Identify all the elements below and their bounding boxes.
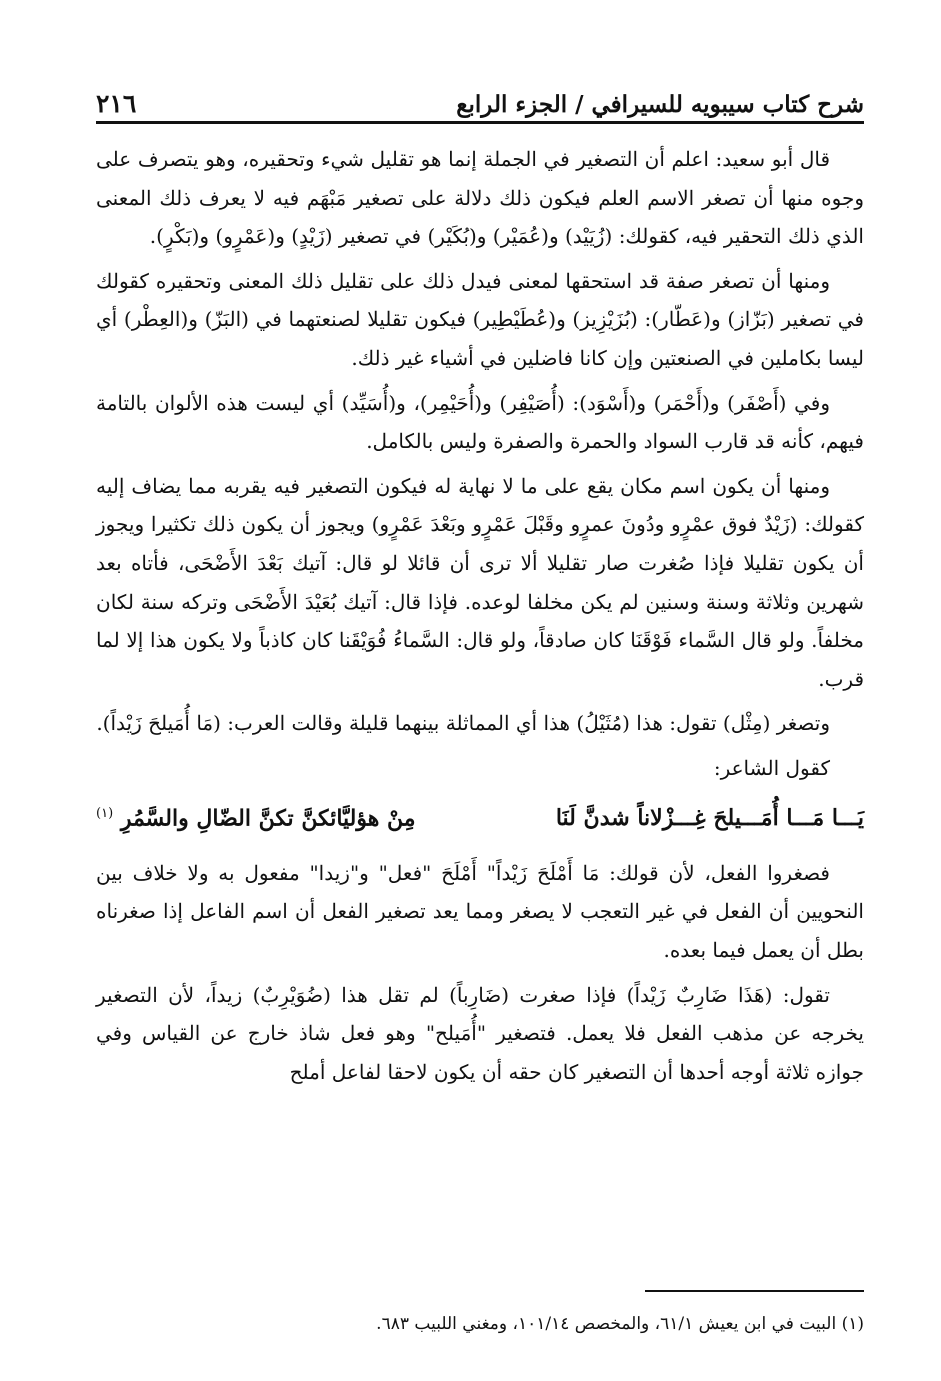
main-text xyxy=(96,140,864,1097)
poet-intro: كقول الشاعر: xyxy=(713,755,830,780)
page-header xyxy=(96,78,864,118)
verse-second-half: مِنْ هؤليَّائكنَّ تكنَّ الضّالِ والسَّمُرِ xyxy=(120,804,416,831)
paragraph: وتصغر (مِثْل) تقول: هذا (مُثَيْلُ) هذا أي المماثلة بينهما قليلة وقالت العرب: (مَا أُمَيلحَ زَيْداً). xyxy=(96,711,830,736)
footnote-marker: (١) xyxy=(96,805,114,821)
paragraph: ومنها أن تصغر صفة قد استحقها لمعنى فيدل ذلك على تقليل ذلك المعنى وتحقيره كقولك في تصغير (بَزّاز) و(عَطّار): (بُزَيْزِيز) و(عُطَيْطِير) فيكون تقليلا لصنعتهما في (البَزّ) و(العِطْر) أي ليسا بكاملين في الصنعتين وإن كانا فاضلين في أشياء غير ذلك. xyxy=(96,268,864,370)
header-rule xyxy=(96,121,864,124)
footnote: (١) البيت في ابن يعيش ٦١/١، والمخصص ١٠١/١٤، ومغني اللبيب ٦٨٣. xyxy=(376,1314,864,1334)
page-number: ٢١٦ xyxy=(96,89,137,118)
poetry-verse xyxy=(96,792,864,840)
paragraph: ومنها أن يكون اسم مكان يقع على ما لا نهاية له فيكون التصغير فيه يقربه مما يضاف إليه كقولك: (زَيْدٌ فوق عمْرٍو ودُونَ عمرٍو وقَبْلَ عَمْرٍو وبَعْدَ عَمْرٍو) ويجوز أن يكون ذلك تكثيرا ويجوز أن يكون تقليلا فإذا صُغرت صار تقليلا ألا ترى أن قائلا لو قال: آتيك بَعْدَ الأَضْحَى، فأتاه بعد شهرين وثلاثة وسنة وسنين لم يكن مخلفا لوعده. فإذا قال: آتيك بُعَيْدَ الأَضْحَى وتركه سنة لكان مخلفاً. ولو قال السَّماء فَوْقَنَا كان صادقاً، ولو قال: السَّماءُ فُوَيْقَنا كان كاذباً ولا يكون هذا إلا لما قرب. xyxy=(96,473,864,691)
paragraph: فصغروا الفعل، لأن قولك: مَا أَمْلَحَ زَيْداً" أَمْلَحَ "فعل" و"زيدا" مفعول به ولا خلاف بين النحويين أن الفعل في غير التعجب لا يصغر ومما يعد تصغير الفعل أن اسم الفاعل إذا صغرناه بطل أن يعمل فيما بعده. xyxy=(96,860,864,963)
verse-second-half-wrap xyxy=(96,792,416,840)
verse-first-half: يَـــا مَـــا أُمَـــيلحَ غِـــزْلاناً شدنَّ لَنَا xyxy=(555,804,864,831)
paragraph: وفي (أَصْفَر) و(أَحْمَر) و(أَسْوَد): (أُصَيْفِر) و(أُحَيْمِر)، و(أُسَيِّد) أي ليست هذه الألوان بالتامة فيهم، كأنه قد قارب السواد والحمرة والصفرة وليس بالكامل. xyxy=(96,390,864,454)
footnote-rule xyxy=(645,1290,864,1292)
paragraph: تقول: (هَذَا ضَارِبٌ زَيْداً) فإذا صغرت (ضَارِباً) لم تقل هذا (ضُوَيْرِبٌ) زيداً، لأن التصغير يخرجه عن مذهب الفعل فلا يعمل. فتصغير "أُمَيلح" وهو فعل شاذ خارج عن القياس وفي جوازه ثلاثة أوجه أحدها أن التصغير كان حقه أن يكون لاحقا لفاعل أملح xyxy=(96,982,864,1084)
paragraph: قال أبو سعيد: اعلم أن التصغير في الجملة إنما هو تقليل شيء وتحقيره، وهو يتصرف على وجوه منها أن تصغر الاسم العلم فيكون ذلك دلالة على تصغير مَبْهَم فيه لا يعرف ذلك المعنى الذي ذلك التحقير فيه، كقولك: (زُيَيْد) و(عُمَيْر) و(بُكَيْر) في تصغير (زَيْدٍ) و(عَمْرٍو) و(بَكْرٍ). xyxy=(96,147,864,249)
running-title: شرح كتاب سيبويه للسيرافي / الجزء الرابع xyxy=(456,91,864,118)
